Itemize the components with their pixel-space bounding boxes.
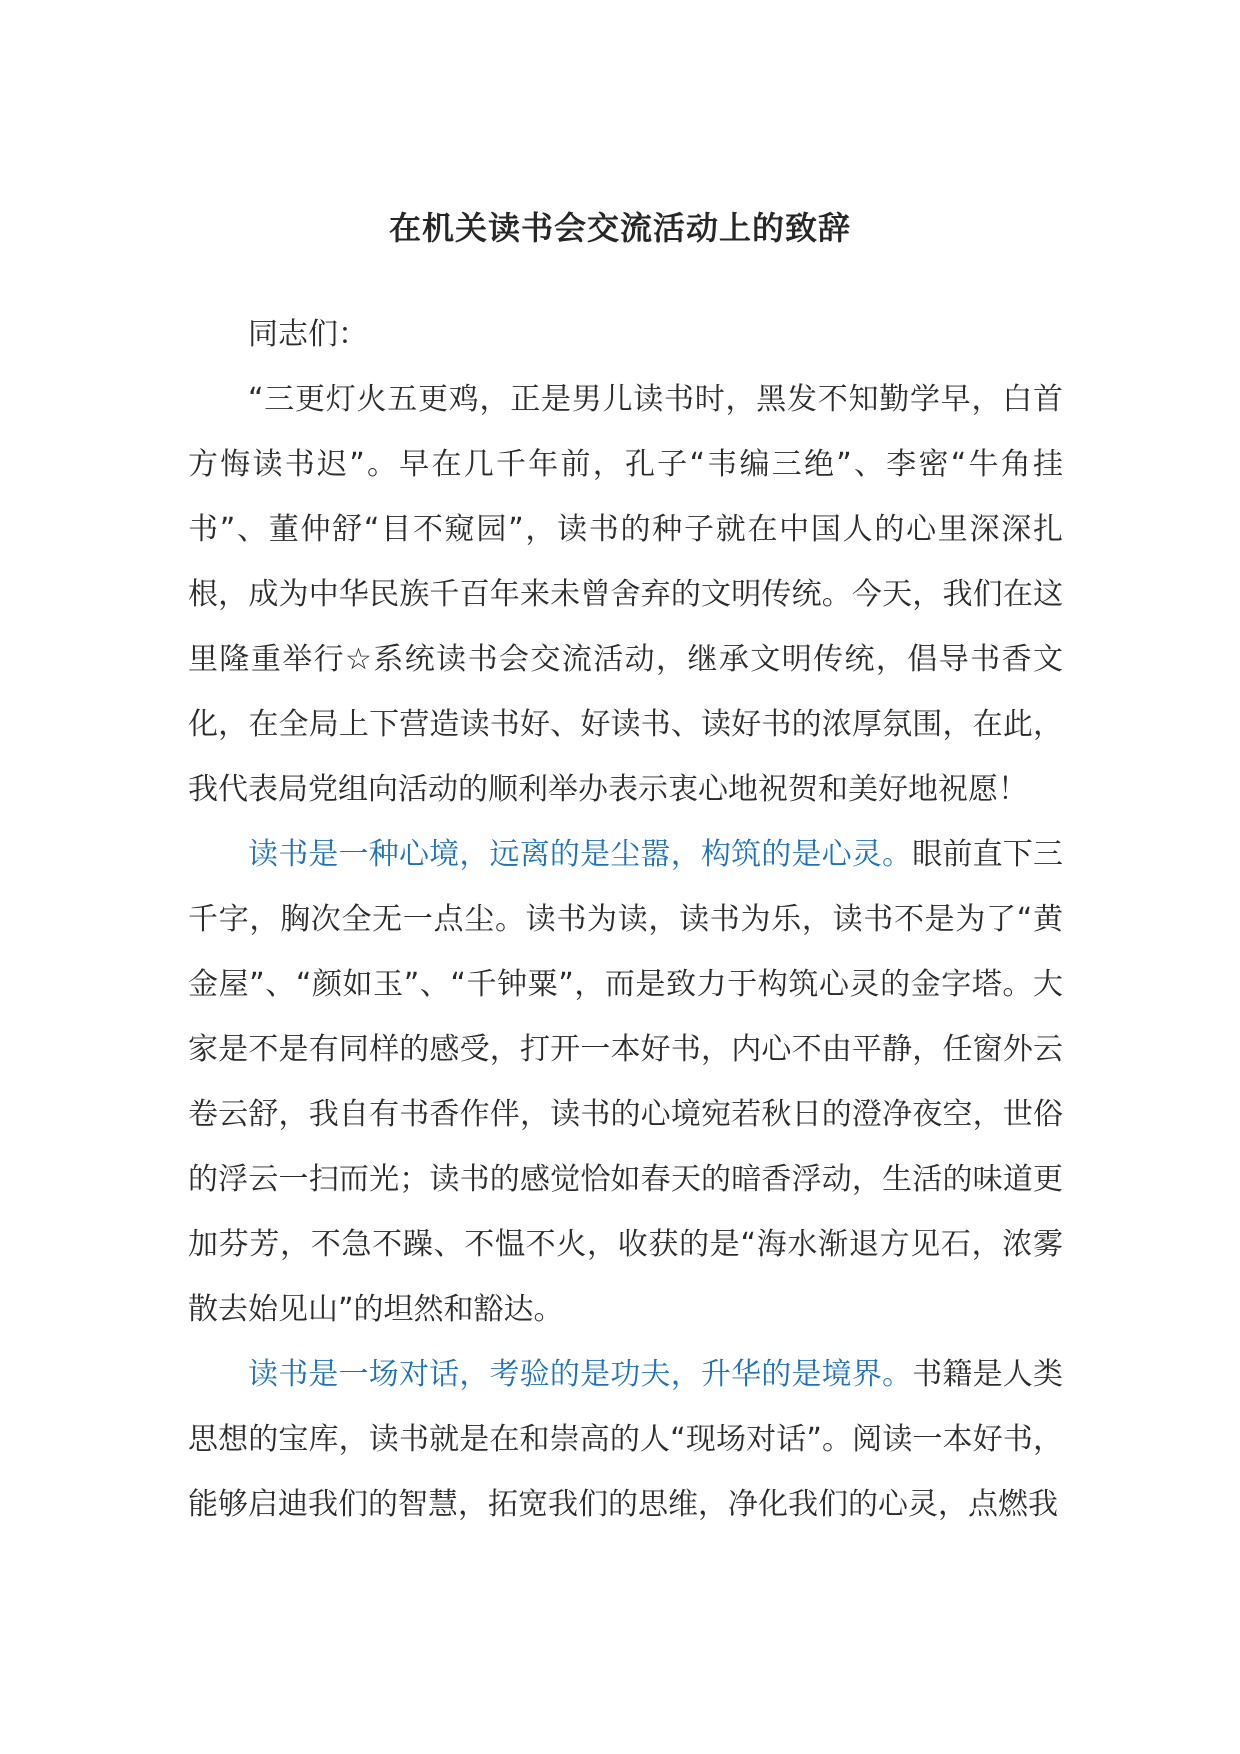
paragraph-dialogue-lead: 读书是一场对话，考验的是功夫，升华的是境界。 xyxy=(248,1357,913,1392)
salutation: 同志们： xyxy=(248,317,368,352)
document-body xyxy=(188,302,1063,1537)
paragraph-mood xyxy=(188,822,1063,1342)
paragraph-dialogue-body: 书籍是人类思想的宝库，读书就是在和崇高的人“现场对话”。阅读一本好书，能够启迪我们的智慧，拓宽我们的思维，净化我们的心灵，点燃我 xyxy=(188,1357,1064,1522)
document-title: 在机关读书会交流活动上的致辞 xyxy=(388,209,851,247)
paragraph-mood-lead: 读书是一种心境，远离的是尘嚣，构筑的是心灵。 xyxy=(248,837,913,872)
paragraph-dialogue xyxy=(188,1342,1063,1537)
paragraph-intro: “三更灯火五更鸡，正是男儿读书时，黑发不知勤学早，白首方悔读书迟”。早在几千年前，孔子“韦编三绝”、李密“牛角挂书”、董仲舒“目不窥园”，读书的种子就在中国人的心里深深扎根，成为中华民族千百年来未曾舍弃的文明传统。今天，我们在这里隆重举行☆系统读书会交流活动，继承文明传统，倡导书香文化，在全局上下营造读书好、好读书、读好书的浓厚氛围，在此，我代表局党组向活动的顺利举办表示衷心地祝贺和美好地祝愿！ xyxy=(188,382,1063,807)
paragraph-mood-body: 眼前直下三千字，胸次全无一点尘。读书为读，读书为乐，读书不是为了“黄金屋”、“颜如玉”、“千钟粟”，而是致力于构筑心灵的金字塔。大家是不是有同样的感受，打开一本好书，内心不由平静，任窗外云卷云舒，我自有书香作伴，读书的心境宛若秋日的澄净夜空，世俗的浮云一扫而光；读书的感觉恰如春天的暗香浮动，生活的味道更加芬芳，不急不躁、不愠不火，收获的是“海水渐退方见石，浓雾散去始见山”的坦然和豁达。 xyxy=(188,837,1064,1327)
